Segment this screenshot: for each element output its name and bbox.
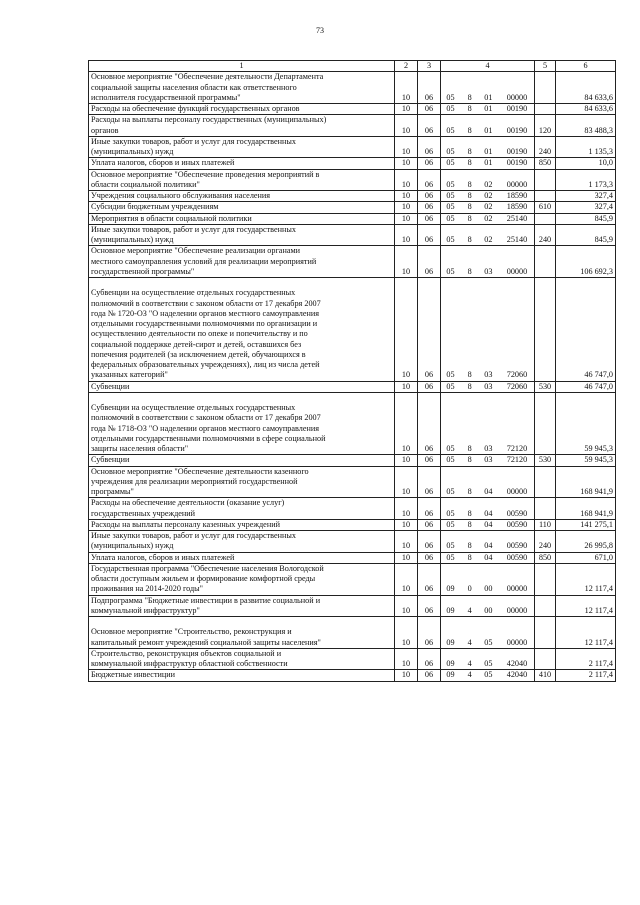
row-subsection: 06 (418, 617, 441, 649)
row-subsection: 06 (418, 552, 441, 563)
row-description: Расходы на обеспечение деятельности (оказание услуг) государственных учреждений (89, 498, 395, 520)
code-subprogram: 8 (467, 444, 472, 453)
row-amount: 46 747,0 (556, 278, 616, 382)
row-description: Расходы на выплаты персоналу казенных учреждений (89, 519, 395, 530)
row-section: 10 (395, 648, 418, 670)
row-target-code (441, 278, 535, 382)
code-direction: 72060 (506, 381, 528, 391)
code-subprogram: 8 (467, 92, 472, 102)
row-amount: 141 275,1 (556, 519, 616, 530)
code-program: 09 (446, 659, 455, 668)
row-section: 10 (395, 72, 418, 104)
row-expense-type (535, 278, 556, 382)
row-target-code (441, 498, 535, 520)
row-target-code (441, 670, 535, 681)
row-expense-type (535, 595, 556, 617)
row-target-code (441, 158, 535, 169)
code-program: 05 (446, 191, 455, 200)
code-subprogram: 8 (467, 179, 472, 189)
code-program: 05 (446, 92, 455, 102)
row-amount: 26 995,8 (556, 531, 616, 553)
code-direction: 00590 (506, 519, 528, 529)
code-subprogram: 8 (467, 370, 472, 380)
row-section: 10 (395, 552, 418, 563)
col-header-4: 4 (441, 61, 535, 72)
code-program: 05 (446, 508, 455, 518)
table-row (89, 498, 616, 520)
code-program: 09 (446, 637, 455, 647)
table-row (89, 158, 616, 169)
row-expense-type: 610 (535, 202, 556, 213)
code-program: 05 (446, 147, 455, 156)
row-subsection: 06 (418, 455, 441, 466)
row-section: 10 (395, 498, 418, 520)
row-section: 10 (395, 381, 418, 392)
row-target-code (441, 115, 535, 137)
code-direction: 00000 (506, 584, 528, 594)
table-row (89, 670, 616, 681)
code-program: 09 (446, 584, 455, 594)
row-amount: 2 117,4 (556, 670, 616, 681)
row-target-code (441, 563, 535, 595)
row-description: Иные закупки товаров, работ и услуг для государственных (муниципальных) нужд (89, 136, 395, 158)
row-subsection: 06 (418, 224, 441, 246)
row-expense-type: 110 (535, 519, 556, 530)
code-direction: 00190 (506, 158, 528, 168)
row-target-code (441, 224, 535, 246)
code-activity: 01 (484, 147, 493, 156)
code-direction: 25140 (506, 235, 528, 244)
row-amount: 168 941,9 (556, 498, 616, 520)
code-program: 05 (446, 552, 455, 562)
code-program: 05 (446, 381, 455, 391)
code-subprogram: 8 (467, 191, 472, 200)
row-subsection: 06 (418, 202, 441, 213)
code-program: 05 (446, 104, 455, 113)
row-target-code (441, 381, 535, 392)
code-subprogram: 8 (467, 125, 472, 135)
row-description: Субвенции (89, 455, 395, 466)
row-expense-type (535, 169, 556, 191)
code-activity: 01 (484, 104, 493, 113)
code-program: 05 (446, 179, 455, 189)
row-section: 10 (395, 392, 418, 455)
row-expense-type: 120 (535, 115, 556, 137)
row-amount: 59 945,3 (556, 392, 616, 455)
code-direction: 72120 (506, 444, 528, 453)
row-amount: 671,0 (556, 552, 616, 563)
code-activity: 04 (484, 487, 493, 496)
code-subprogram: 8 (467, 552, 472, 562)
row-section: 10 (395, 136, 418, 158)
table-row (89, 224, 616, 246)
code-direction: 42040 (506, 659, 528, 668)
code-program: 09 (446, 670, 455, 680)
page-number: 73 (316, 26, 324, 35)
code-direction: 00000 (506, 605, 528, 615)
code-activity: 03 (484, 381, 493, 391)
code-direction: 00590 (506, 508, 528, 518)
row-expense-type (535, 617, 556, 649)
table-row (89, 519, 616, 530)
row-subsection: 06 (418, 531, 441, 553)
code-activity: 04 (484, 519, 493, 529)
row-amount: 46 747,0 (556, 381, 616, 392)
code-program: 05 (446, 125, 455, 135)
table-row (89, 617, 616, 649)
row-target-code (441, 617, 535, 649)
row-subsection: 06 (418, 158, 441, 169)
row-description: Основное мероприятие "Обеспечение реализации органами местного самоуправления условий для реализации мероприятий государственной программы" (89, 246, 395, 278)
code-direction: 18590 (506, 202, 528, 212)
row-description: Подпрограмма "Бюджетные инвестиции в развитие социальной и коммунальной инфраструктур" (89, 595, 395, 617)
code-activity: 01 (484, 92, 493, 102)
row-amount: 12 117,4 (556, 595, 616, 617)
row-expense-type (535, 191, 556, 202)
row-section: 10 (395, 563, 418, 595)
code-activity: 02 (484, 179, 493, 189)
row-expense-type (535, 72, 556, 104)
row-subsection: 06 (418, 563, 441, 595)
row-section: 10 (395, 466, 418, 498)
budget-table (88, 60, 616, 682)
code-direction: 00590 (506, 552, 528, 562)
row-expense-type (535, 392, 556, 455)
row-amount: 106 692,3 (556, 246, 616, 278)
table-row (89, 278, 616, 382)
row-amount: 168 941,9 (556, 466, 616, 498)
row-amount: 1 173,3 (556, 169, 616, 191)
table-row (89, 169, 616, 191)
code-subprogram: 4 (467, 659, 472, 668)
row-expense-type: 530 (535, 455, 556, 466)
table-row (89, 191, 616, 202)
row-section: 10 (395, 617, 418, 649)
code-activity: 01 (484, 125, 493, 135)
code-direction: 00190 (506, 104, 528, 113)
code-direction: 00000 (506, 266, 528, 276)
code-subprogram: 8 (467, 519, 472, 529)
code-activity: 05 (484, 670, 493, 680)
code-direction: 00000 (506, 637, 528, 647)
table-row (89, 552, 616, 563)
row-expense-type: 850 (535, 552, 556, 563)
code-activity: 05 (484, 637, 493, 647)
code-activity: 04 (484, 508, 493, 518)
code-subprogram: 8 (467, 158, 472, 168)
row-description: Расходы на обеспечение функций государственных органов (89, 104, 395, 115)
col-header-2: 2 (395, 61, 418, 72)
code-subprogram: 4 (467, 605, 472, 615)
row-section: 10 (395, 115, 418, 137)
row-section: 10 (395, 202, 418, 213)
table-row (89, 563, 616, 595)
row-section: 10 (395, 519, 418, 530)
row-expense-type (535, 246, 556, 278)
code-activity: 00 (484, 605, 493, 615)
row-target-code (441, 246, 535, 278)
row-target-code (441, 104, 535, 115)
row-subsection: 06 (418, 595, 441, 617)
col-header-3: 3 (418, 61, 441, 72)
row-description: Иные закупки товаров, работ и услуг для государственных (муниципальных) нужд (89, 224, 395, 246)
code-direction: 00000 (506, 179, 528, 189)
code-subprogram: 8 (467, 455, 472, 465)
code-direction: 00590 (506, 541, 528, 551)
row-target-code (441, 72, 535, 104)
row-expense-type: 530 (535, 381, 556, 392)
row-description: Основное мероприятие "Обеспечение деятельности казенного учреждения для реализации мероприятий государственной программы" (89, 466, 395, 498)
code-direction: 72060 (506, 370, 528, 380)
row-description: Бюджетные инвестиции (89, 670, 395, 681)
row-expense-type (535, 498, 556, 520)
table-row (89, 246, 616, 278)
row-description: Уплата налогов, сборов и иных платежей (89, 552, 395, 563)
row-description: Основное мероприятие "Обеспечение деятельности Департамента социальной защиты населения области как ответственного исполнителя государственной программы" (89, 72, 395, 104)
row-amount: 84 633,6 (556, 72, 616, 104)
row-description: Субсидии бюджетным учреждениям (89, 202, 395, 213)
code-program: 05 (446, 266, 455, 276)
code-activity: 02 (484, 191, 493, 200)
table-row (89, 381, 616, 392)
row-expense-type: 240 (535, 531, 556, 553)
row-amount: 2 117,4 (556, 648, 616, 670)
code-subprogram: 8 (467, 487, 472, 496)
code-program: 05 (446, 487, 455, 496)
row-section: 10 (395, 158, 418, 169)
code-program: 05 (446, 519, 455, 529)
row-expense-type: 410 (535, 670, 556, 681)
row-amount: 12 117,4 (556, 563, 616, 595)
row-target-code (441, 392, 535, 455)
table-row (89, 72, 616, 104)
code-activity: 00 (484, 584, 493, 594)
row-section: 10 (395, 246, 418, 278)
code-subprogram: 4 (467, 670, 472, 680)
table-row (89, 595, 616, 617)
code-program: 05 (446, 202, 455, 212)
table-row (89, 455, 616, 466)
code-activity: 02 (484, 235, 493, 244)
row-subsection: 06 (418, 648, 441, 670)
row-target-code (441, 648, 535, 670)
code-activity: 04 (484, 541, 493, 551)
code-program: 05 (446, 235, 455, 244)
row-amount: 845,9 (556, 213, 616, 224)
row-description: Основное мероприятие "Строительство, реконструкция и капитальный ремонт учреждений социальной защиты населения" (89, 617, 395, 649)
row-description: Основное мероприятие "Обеспечение проведения мероприятий в области социальной политики" (89, 169, 395, 191)
row-expense-type: 240 (535, 224, 556, 246)
row-subsection: 06 (418, 246, 441, 278)
code-direction: 42040 (506, 670, 528, 680)
code-subprogram: 8 (467, 104, 472, 113)
row-expense-type (535, 563, 556, 595)
row-subsection: 06 (418, 466, 441, 498)
row-description: Учреждения социального обслуживания населения (89, 191, 395, 202)
row-subsection: 06 (418, 381, 441, 392)
code-program: 05 (446, 455, 455, 465)
row-section: 10 (395, 169, 418, 191)
row-subsection: 06 (418, 191, 441, 202)
code-activity: 03 (484, 444, 493, 453)
row-expense-type: 240 (535, 136, 556, 158)
row-section: 10 (395, 670, 418, 681)
row-amount: 84 633,6 (556, 104, 616, 115)
row-expense-type (535, 648, 556, 670)
code-direction: 00000 (506, 92, 528, 102)
row-amount: 59 945,3 (556, 455, 616, 466)
row-amount: 327,4 (556, 202, 616, 213)
code-subprogram: 8 (467, 202, 472, 212)
row-subsection: 06 (418, 104, 441, 115)
code-activity: 03 (484, 266, 493, 276)
row-target-code (441, 519, 535, 530)
code-activity: 02 (484, 213, 493, 223)
row-subsection: 06 (418, 72, 441, 104)
table-row (89, 136, 616, 158)
row-target-code (441, 191, 535, 202)
code-program: 05 (446, 541, 455, 551)
row-description: Субвенции на осуществление отдельных государственных полномочий в соответствии с законом области от 17 декабря 2007 года № 1718-ОЗ "О наделении органов местного самоуправления отдельными государственными полномочиями в сфере социальной защиты населения области" (89, 392, 395, 455)
table-row (89, 466, 616, 498)
row-subsection: 06 (418, 278, 441, 382)
code-direction: 72120 (506, 455, 528, 465)
code-program: 05 (446, 158, 455, 168)
row-description: Уплата налогов, сборов и иных платежей (89, 158, 395, 169)
code-subprogram: 8 (467, 381, 472, 391)
row-target-code (441, 466, 535, 498)
header-row (89, 61, 616, 72)
code-program: 05 (446, 370, 455, 380)
row-amount: 12 117,4 (556, 617, 616, 649)
code-subprogram: 8 (467, 508, 472, 518)
code-activity: 01 (484, 158, 493, 168)
row-section: 10 (395, 224, 418, 246)
code-subprogram: 8 (467, 235, 472, 244)
row-amount: 845,9 (556, 224, 616, 246)
code-direction: 18590 (506, 191, 528, 200)
code-activity: 02 (484, 202, 493, 212)
col-header-6: 6 (556, 61, 616, 72)
table-row (89, 104, 616, 115)
table-row (89, 115, 616, 137)
code-direction: 25140 (506, 213, 528, 223)
table-row (89, 648, 616, 670)
code-direction: 00000 (506, 487, 528, 496)
row-target-code (441, 136, 535, 158)
row-section: 10 (395, 531, 418, 553)
row-description: Иные закупки товаров, работ и услуг для государственных (муниципальных) нужд (89, 531, 395, 553)
row-target-code (441, 552, 535, 563)
row-section: 10 (395, 213, 418, 224)
code-program: 05 (446, 213, 455, 223)
row-amount: 10,0 (556, 158, 616, 169)
row-amount: 1 135,3 (556, 136, 616, 158)
col-header-5: 5 (535, 61, 556, 72)
code-activity: 03 (484, 370, 493, 380)
code-activity: 04 (484, 552, 493, 562)
table-row (89, 392, 616, 455)
table-row (89, 531, 616, 553)
code-subprogram: 8 (467, 266, 472, 276)
code-activity: 05 (484, 659, 493, 668)
row-target-code (441, 531, 535, 553)
row-expense-type: 850 (535, 158, 556, 169)
code-program: 05 (446, 444, 455, 453)
code-subprogram: 0 (467, 584, 472, 594)
row-amount: 83 488,3 (556, 115, 616, 137)
code-subprogram: 8 (467, 541, 472, 551)
row-subsection: 06 (418, 519, 441, 530)
row-subsection: 06 (418, 169, 441, 191)
row-subsection: 06 (418, 392, 441, 455)
row-target-code (441, 202, 535, 213)
table-row (89, 213, 616, 224)
row-description: Расходы на выплаты персоналу государственных (муниципальных) органов (89, 115, 395, 137)
code-subprogram: 8 (467, 213, 472, 223)
col-header-1: 1 (89, 61, 395, 72)
code-subprogram: 4 (467, 637, 472, 647)
row-expense-type (535, 466, 556, 498)
row-description: Субвенции (89, 381, 395, 392)
row-subsection: 06 (418, 136, 441, 158)
code-direction: 00190 (506, 125, 528, 135)
row-description: Субвенции на осуществление отдельных государственных полномочий в соответствии с законом области от 17 декабря 2007 года № 1720-ОЗ "О наделении органов местного самоуправления отдельными государственными полномочиями по организации и осуществлению деятельности по опеке и попечительству и по социальной поддержке детей-сирот и детей, оставшихся без попечения родителей (за исключением детей, обучающихся в федеральных образовательных учреждениях), лиц из числа детей указанных категорий" (89, 278, 395, 382)
table-row (89, 202, 616, 213)
row-target-code (441, 455, 535, 466)
row-subsection: 06 (418, 498, 441, 520)
row-target-code (441, 169, 535, 191)
row-subsection: 06 (418, 115, 441, 137)
row-section: 10 (395, 278, 418, 382)
code-direction: 00190 (506, 147, 528, 156)
code-subprogram: 8 (467, 147, 472, 156)
row-description: Мероприятия в области социальной политики (89, 213, 395, 224)
code-program: 09 (446, 605, 455, 615)
row-section: 10 (395, 191, 418, 202)
row-section: 10 (395, 455, 418, 466)
row-description: Строительство, реконструкция объектов социальной и коммунальной инфраструктур областной собственности (89, 648, 395, 670)
row-description: Государственная программа "Обеспечение населения Вологодской области доступным жильем и формирование комфортной среды проживания на 2014-2020 годы" (89, 563, 395, 595)
row-section: 10 (395, 104, 418, 115)
row-amount: 327,4 (556, 191, 616, 202)
row-subsection: 06 (418, 670, 441, 681)
row-target-code (441, 595, 535, 617)
code-activity: 03 (484, 455, 493, 465)
row-section: 10 (395, 595, 418, 617)
row-target-code (441, 213, 535, 224)
row-expense-type (535, 104, 556, 115)
row-expense-type (535, 213, 556, 224)
row-subsection: 06 (418, 213, 441, 224)
